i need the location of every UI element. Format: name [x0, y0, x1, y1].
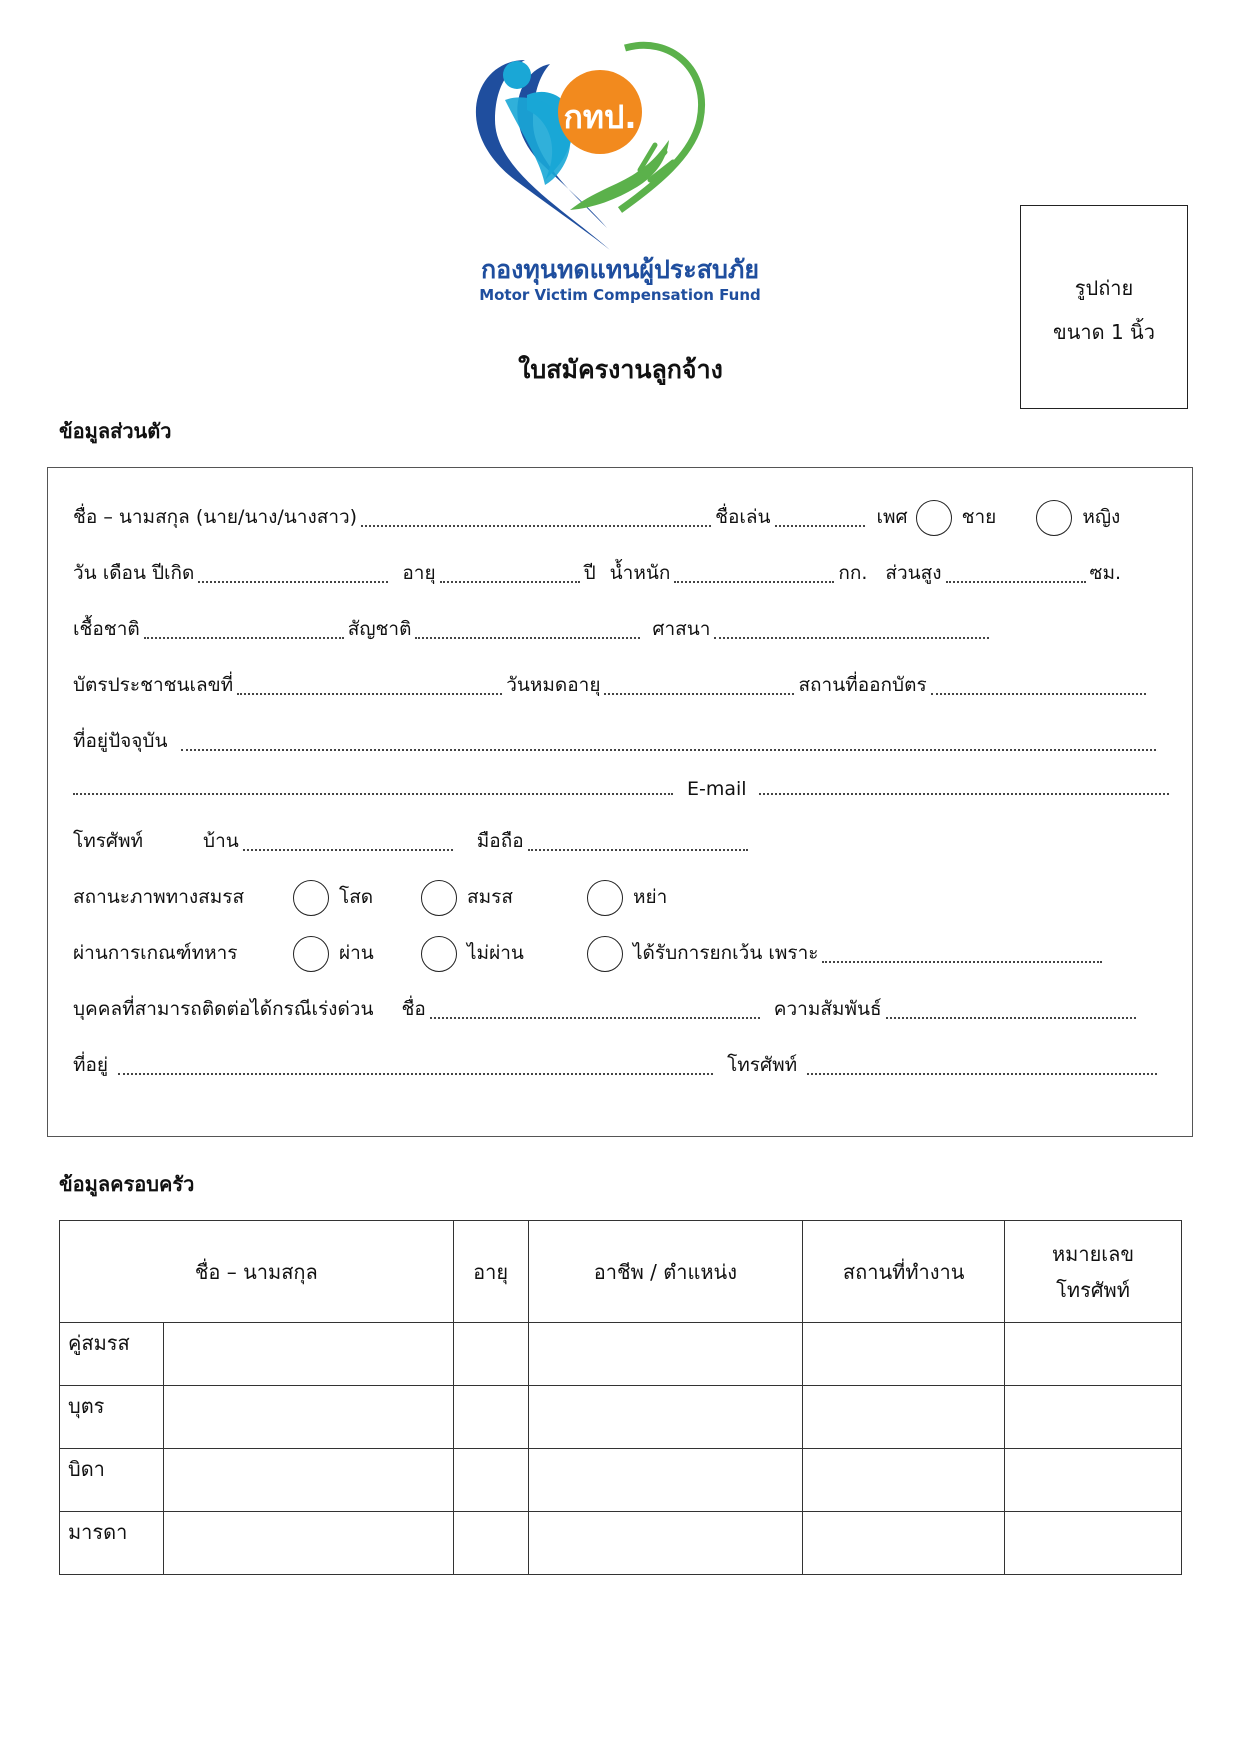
photo-label: รูปถ่าย — [1074, 276, 1134, 300]
religion-label: ศาสนา — [652, 618, 711, 640]
spouse-age-cell[interactable] — [453, 1323, 528, 1386]
phone-label: โทรศัพท์ — [73, 830, 144, 852]
table-row — [60, 1386, 1182, 1449]
military-passed-label: ผ่าน — [339, 942, 374, 964]
emergency-phone-field[interactable] — [807, 1055, 1157, 1075]
military-passed-radio[interactable] — [293, 936, 329, 972]
email-field[interactable] — [759, 775, 1169, 795]
nationality-field[interactable] — [415, 619, 640, 639]
emergency-name-field[interactable] — [430, 999, 760, 1019]
birth-row — [73, 558, 1121, 588]
father-occupation-cell[interactable] — [528, 1449, 803, 1512]
col-header-phone-line1: หมายเลข — [1051, 1241, 1135, 1266]
col-header-phone — [1005, 1221, 1182, 1323]
spouse-name-cell[interactable] — [163, 1323, 453, 1386]
nickname-field[interactable] — [775, 507, 865, 527]
table-row — [60, 1323, 1182, 1386]
father-phone-cell[interactable] — [1005, 1449, 1182, 1512]
gender-label: เพศ — [876, 506, 908, 528]
age-unit: ปี — [583, 562, 596, 584]
child-workplace-cell[interactable] — [803, 1386, 1005, 1449]
marital-label: สถานะภาพทางสมรส — [73, 886, 245, 908]
row-label-child: บุตร — [60, 1386, 164, 1449]
weight-field[interactable] — [674, 563, 834, 583]
emergency-name-label: ชื่อ — [401, 998, 426, 1020]
home-phone-field[interactable] — [243, 831, 453, 851]
marital-married-label: สมรส — [467, 886, 513, 908]
issued-place-field[interactable] — [931, 675, 1146, 695]
logo-mark-text: กทป. — [563, 98, 637, 136]
emergency-address-row — [73, 1050, 1161, 1080]
height-field[interactable] — [946, 563, 1086, 583]
expiry-field[interactable] — [604, 675, 794, 695]
name-field[interactable] — [361, 507, 711, 527]
race-label: เชื้อชาติ — [73, 618, 140, 640]
child-age-cell[interactable] — [453, 1386, 528, 1449]
birth-field[interactable] — [198, 563, 388, 583]
family-table-header — [60, 1221, 1182, 1323]
mobile-field[interactable] — [528, 831, 748, 851]
col-header-name: ชื่อ – นามสกุล — [60, 1221, 454, 1323]
address-email-row — [73, 770, 1173, 800]
military-not-passed-radio[interactable] — [421, 936, 457, 972]
father-workplace-cell[interactable] — [803, 1449, 1005, 1512]
age-field[interactable] — [440, 563, 580, 583]
emergency-contact-row — [73, 994, 1140, 1024]
race-row — [73, 614, 993, 644]
weight-unit: กก. — [838, 562, 868, 584]
birth-label: วัน เดือน ปีเกิด — [73, 562, 195, 584]
col-header-occupation: อาชีพ / ตำแหน่ง — [528, 1221, 803, 1323]
page-title: ใบสมัครงานลูกจ้าง — [518, 355, 723, 384]
col-header-age: อายุ — [453, 1221, 528, 1323]
expiry-label: วันหมดอายุ — [506, 674, 601, 696]
race-field[interactable] — [144, 619, 344, 639]
relationship-field[interactable] — [886, 999, 1136, 1019]
military-not-passed-label: ไม่ผ่าน — [467, 942, 524, 964]
gender-female-label: หญิง — [1082, 506, 1121, 528]
military-exempted-radio[interactable] — [587, 936, 623, 972]
emergency-phone-label: โทรศัพท์ — [727, 1054, 798, 1076]
table-row — [60, 1449, 1182, 1512]
marital-row — [73, 882, 667, 912]
table-row — [60, 1512, 1182, 1575]
issued-place-label: สถานที่ออกบัตร — [798, 674, 927, 696]
fund-logo — [455, 40, 785, 320]
col-header-workplace: สถานที่ทำงาน — [803, 1221, 1005, 1323]
name-row — [73, 502, 1120, 532]
height-label: ส่วนสูง — [885, 562, 942, 584]
marital-divorced-label: หย่า — [633, 886, 668, 908]
weight-label: น้ำหนัก — [609, 562, 671, 584]
marital-divorced-radio[interactable] — [587, 880, 623, 916]
marital-single-label: โสด — [339, 886, 374, 908]
military-label: ผ่านการเกณฑ์ทหาร — [73, 942, 238, 964]
religion-field[interactable] — [714, 619, 989, 639]
family-table — [59, 1220, 1182, 1575]
photo-size-label: ขนาด 1 นิ้ว — [1053, 320, 1155, 344]
personal-section-heading: ข้อมูลส่วนตัว — [59, 419, 172, 443]
gender-female-radio[interactable] — [1036, 500, 1072, 536]
child-occupation-cell[interactable] — [528, 1386, 803, 1449]
mother-age-cell[interactable] — [453, 1512, 528, 1575]
mother-workplace-cell[interactable] — [803, 1512, 1005, 1575]
id-card-label: บัตรประชาชนเลขที่ — [73, 674, 234, 696]
gender-male-label: ชาย — [961, 506, 997, 528]
spouse-workplace-cell[interactable] — [803, 1323, 1005, 1386]
spouse-phone-cell[interactable] — [1005, 1323, 1182, 1386]
emergency-address-field[interactable] — [118, 1055, 713, 1075]
name-label: ชื่อ – นามสกุล (นาย/นาง/นางสาว) — [73, 506, 358, 528]
mother-name-cell[interactable] — [163, 1512, 453, 1575]
email-label: E-mail — [687, 778, 747, 800]
emergency-address-label: ที่อยู่ — [73, 1054, 109, 1076]
nationality-label: สัญชาติ — [347, 618, 412, 640]
mother-occupation-cell[interactable] — [528, 1512, 803, 1575]
address-row — [73, 726, 1160, 756]
relationship-label: ความสัมพันธ์ — [773, 998, 882, 1020]
row-label-spouse: คู่สมรส — [60, 1323, 164, 1386]
height-unit: ซม. — [1089, 562, 1122, 584]
marital-married-radio[interactable] — [421, 880, 457, 916]
row-label-mother: มารดา — [60, 1512, 164, 1575]
org-name-thai: กองทุนทดแทนผู้ประสบภัย — [481, 255, 759, 284]
mother-phone-cell[interactable] — [1005, 1512, 1182, 1575]
marital-single-radio[interactable] — [293, 880, 329, 916]
mobile-label: มือถือ — [476, 830, 524, 852]
gender-male-radio[interactable] — [916, 500, 952, 536]
child-name-cell[interactable] — [163, 1386, 453, 1449]
phone-row — [73, 826, 752, 856]
child-phone-cell[interactable] — [1005, 1386, 1182, 1449]
id-card-field[interactable] — [237, 675, 502, 695]
nickname-label: ชื่อเล่น — [715, 506, 771, 528]
family-section-heading: ข้อมูลครอบครัว — [59, 1172, 195, 1196]
father-age-cell[interactable] — [453, 1449, 528, 1512]
address-label: ที่อยู่ปัจจุบัน — [73, 730, 168, 752]
father-name-cell[interactable] — [163, 1449, 453, 1512]
military-exempted-label: ได้รับการยกเว้น เพราะ — [633, 942, 819, 964]
home-phone-label: บ้าน — [203, 830, 239, 852]
military-row — [73, 938, 1106, 968]
row-label-father: บิดา — [60, 1449, 164, 1512]
emergency-label: บุคคลที่สามารถติดต่อได้กรณีเร่งด่วน — [73, 998, 374, 1020]
address-field[interactable] — [181, 731, 1156, 751]
col-header-phone-line2: โทรศัพท์ — [1056, 1277, 1130, 1302]
spouse-occupation-cell[interactable] — [528, 1323, 803, 1386]
address-line2-field[interactable] — [73, 775, 673, 795]
heart-hand-logo-icon — [455, 40, 785, 250]
id-card-row — [73, 670, 1150, 700]
exempted-reason-field[interactable] — [822, 943, 1102, 963]
age-label: อายุ — [402, 562, 436, 584]
org-name-english: Motor Victim Compensation Fund — [479, 286, 761, 304]
